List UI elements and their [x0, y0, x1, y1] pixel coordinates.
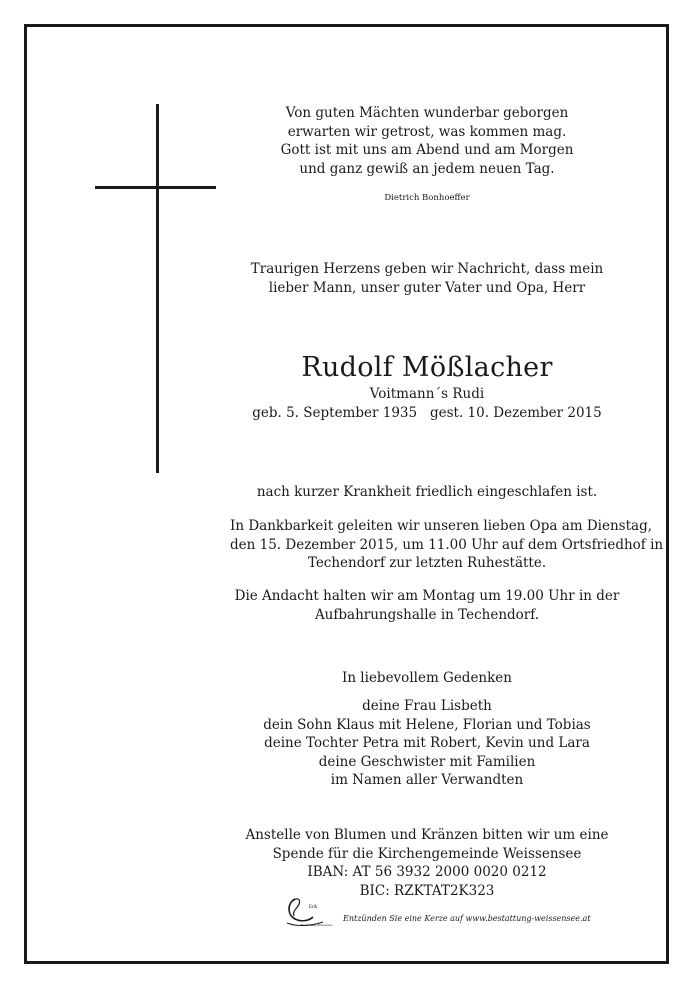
- funeral-home-logo: [283, 895, 333, 929]
- mourner-line: im Namen aller Verwandten: [330, 772, 524, 788]
- announcement: [230, 260, 624, 297]
- funeral-line: Techendorf zur letzten Ruhestätte.: [307, 555, 547, 571]
- deceased-name: Rudolf Mößlacher: [301, 352, 553, 383]
- announcement-line: lieber Mann, unser guter Vater und Opa, Herr: [268, 279, 586, 296]
- deceased-dates: geb. 5. September 1935 gest. 10. Dezember 2015: [252, 405, 602, 421]
- poem: [230, 104, 624, 178]
- prayer-line: Die Andacht halten wir am Montag um 19.00 Uhr in der: [234, 588, 620, 604]
- logo-text: Erik: [309, 905, 318, 910]
- announcement-line: Traurigen Herzens geben wir Nachricht, dass mein: [250, 261, 604, 277]
- bic: BIC: RZKTAT2K323: [359, 882, 495, 899]
- memory-heading: In liebevollem Gedenken: [341, 670, 512, 686]
- cross-icon-vertical-beam: [156, 104, 159, 473]
- swan-logo-icon: [283, 895, 333, 929]
- donation-line: Spende für die Kirchengemeinde Weissensee: [272, 845, 582, 862]
- mourner-line: deine Geschwister mit Familien: [318, 753, 536, 770]
- donation-line: Anstelle von Blumen und Kränzen bitten wir um eine: [245, 827, 609, 843]
- funeral-line: den 15. Dezember 2015, um 11.00 Uhr auf dem Ortsfriedhof in: [230, 536, 664, 553]
- iban: IBAN: AT 56 3932 2000 0020 0212: [307, 864, 547, 880]
- candle-link-text[interactable]: Entzünden Sie eine Kerze auf www.bestattung-weissensee.at: [343, 914, 591, 923]
- mourner-line: deine Tochter Petra mit Robert, Kevin und Lara: [264, 735, 590, 751]
- mourners-list: [230, 697, 624, 790]
- prayer-text: [230, 587, 624, 624]
- donation-text: [230, 826, 624, 900]
- mourner-line: deine Frau Lisbeth: [362, 698, 492, 714]
- poem-line: und ganz gewiß an jedem neuen Tag.: [299, 160, 555, 177]
- poem-author: Dietrich Bonhoeffer: [384, 193, 470, 203]
- logo-text: Bestattung Weissensee: [301, 923, 333, 927]
- cross-icon-horizontal-beam: [95, 186, 216, 189]
- poem-line: Gott ist mit uns am Abend und am Morgen: [280, 142, 574, 158]
- poem-line: Von guten Mächten wunderbar geborgen: [285, 105, 569, 121]
- funeral-text: [230, 517, 664, 573]
- deceased-nickname: Voitmann´s Rudi: [369, 386, 485, 402]
- funeral-line: In Dankbarkeit geleiten wir unseren lieben Opa am Dienstag,: [230, 518, 653, 534]
- prayer-line: Aufbahrungshalle in Techendorf.: [314, 606, 540, 623]
- passing-text: nach kurzer Krankheit friedlich eingeschlafen ist.: [256, 484, 598, 500]
- poem-line: erwarten wir getrost, was kommen mag.: [287, 123, 567, 140]
- mourner-line: dein Sohn Klaus mit Helene, Florian und Tobias: [263, 716, 591, 733]
